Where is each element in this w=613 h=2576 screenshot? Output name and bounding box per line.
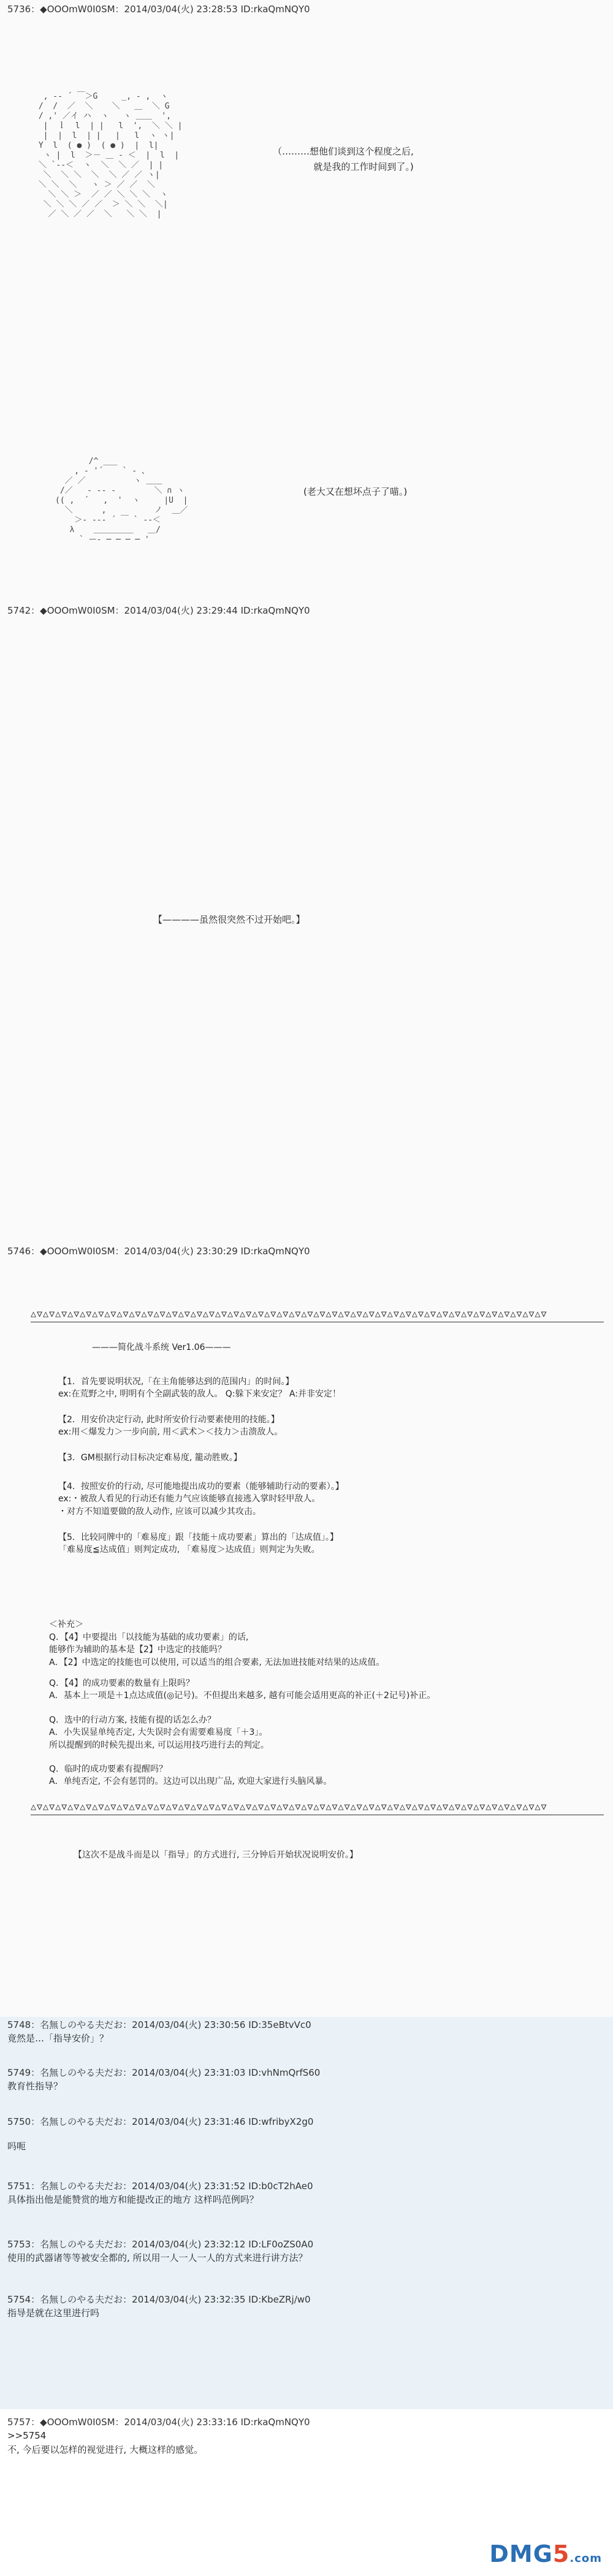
rule-item-1: 【1．首先要说明状况,「在主角能够达到的范围内」的时间。】 ex:在荒野之中, 明明有个全副武装的敌人。 Q:躲下来安定？ A:并非安定！	[58, 1377, 341, 1400]
watermark-dot: 5	[552, 2540, 570, 2567]
post-header: 5746：◆OOOmW0I0SM：2014/03/04(火) 23:30:29 ID:rkaQmNQY0	[7, 1246, 310, 1257]
ascii-art-teapot: /^ ___ , ‐ '´ ` ‐ 、 ／ ／ ヽ ＿＿ /／ ‐ -‐ ‐ ＼ ∩ ヽ (( , ´ , ' ヽ |U | ＼ , ノ ＿／ ＞- -‐‐ ´ ￣ ` ‐-＜ λ ＿＿＿＿＿ ＿/ ` ー- ─ ─ ─ ─ '	[55, 457, 188, 544]
replies-section	[0, 2017, 613, 2409]
post-body: 具体指出他是能赞赏的地方和能提改正的地方 这样吗范例吗？	[7, 2194, 259, 2205]
system-title: ———简化战斗系统 Ver1.06———	[92, 1343, 231, 1352]
post-body: 竟然是…「指导安价」？	[7, 2033, 109, 2044]
post-header: 5750：名無しのやる夫だお：2014/03/04(火) 23:31:46 ID:wfribyX2g0	[7, 2116, 314, 2127]
post-5757	[0, 2409, 613, 2576]
rule-item-3: 【3．GM根据行动目标决定难易度, 籠动胜败。】	[58, 1453, 242, 1463]
qa-item-1: Q．【4】中要提出「以技能为基础的成功要素」的话, 能够作为辅助的基本是【2】中选定的技能吗？ A．【2】中选定的技能也可以使用, 可以适当的组合要素, 无法加进技能对结果的达成值。	[49, 1633, 385, 1667]
narration-text: 【————虽然很突然不过开始吧。】	[153, 914, 305, 925]
post-header: 5757：◆OOOmW0I0SM：2014/03/04(火) 23:33:16 ID:rkaQmNQY0	[7, 2417, 310, 2428]
post-header: 5751：名無しのやる夫だお：2014/03/04(火) 23:31:52 ID:b0cT2hAe0	[7, 2181, 313, 2192]
post-5736	[0, 0, 613, 544]
supplement-title: ＜补充＞	[49, 1620, 83, 1629]
post-header: 5742：◆OOOmW0I0SM：2014/03/04(火) 23:29:44 ID:rkaQmNQY0	[7, 605, 310, 616]
site-watermark-logo	[489, 2540, 602, 2567]
post-5742	[0, 604, 613, 1217]
post-body: 教育性指导？	[7, 2081, 63, 2092]
ascii-art-face: , -‐ ´ ￣＞G _, - , ヽ / / ／ ＼ ＼ ＿ ＼ G / ,' ／イ ハ ヽ ヽ ＿＿ ', | ｌ l | | l ', ＼ ＼ | | | l | | | l ヽ ヽ| Y l ( ● ) ( ● ) | l| ヽ | l ＞－ ＿ ‐ ＜ | l | ＼ `‐-＜ ヽ ＼ ＼ ／ | | ＼ ＼ ＼ ＼ ＼ ／ ／ ヽ| ＼ ＼ ＼ ヽ ＞ ／ ／ ＼ ＼ ＼ ＞ ／ ／ ＼ ＼ ＼ ヽ ＼ ＼ ＼ ／ ／ ＞ ＼ ＼ ＼| ／ ＼ ／ ／ ＼ ＼ ＼ |	[38, 92, 183, 219]
divider-triangles: △▽△▽△▽△▽△▽△▽△▽△▽△▽△▽△▽△▽△▽△▽△▽△▽△▽△▽△▽△▽△▽△▽△▽△▽△▽△▽△▽△▽△▽△▽△▽△▽△▽△▽△▽△▽△▽△▽△▽△▽△▽△▽	[31, 1799, 604, 1815]
rule-item-5: 【5．比较同牌中的「难易度」跟「技能＋成功要素」算出的「达成值」。】 「难易度≦达成值」则判定成功, 「难易度＞达成值」则判定为失败。	[58, 1533, 338, 1555]
post-body: >>5754 不, 今后要以怎样的视觉进行, 大概这样的感觉。	[7, 2430, 204, 2455]
narration-text: （………想他们谈到这个程度之后, 就是我的工作时间到了。)	[273, 146, 414, 172]
post-header: 5749：名無しのやる夫だお：2014/03/04(火) 23:31:03 ID:vhNmQrfS60	[7, 2067, 321, 2078]
watermark-suffix: .com	[569, 2552, 602, 2565]
watermark-text: DMG	[489, 2540, 553, 2567]
post-body: 指导是就在这里进行吗	[7, 2307, 100, 2319]
post-header: 5748：名無しのやる夫だお：2014/03/04(火) 23:30:56 ID:35eBtvVc0	[7, 2019, 311, 2030]
post-header: 5753：名無しのやる夫だお：2014/03/04(火) 23:32:12 ID:LF0oZS0A0	[7, 2239, 314, 2250]
post-body: 吗呃	[7, 2141, 26, 2152]
post-body: 使用的武器诸等等被安全都的, 所以用一人一人一人的方式来进行讲方法？	[7, 2252, 308, 2263]
rule-item-2: 【2．用安价决定行动, 此时所安价行动要素使用的技能。】 ex:用＜爆发力＞一步向前, 用＜武术＞＜技力＞击溃敌人。	[58, 1415, 283, 1438]
post-header: 5754：名無しのやる夫だお：2014/03/04(火) 23:32:35 ID:KbeZRj/w0	[7, 2294, 311, 2305]
divider-triangles: △▽△▽△▽△▽△▽△▽△▽△▽△▽△▽△▽△▽△▽△▽△▽△▽△▽△▽△▽△▽△▽△▽△▽△▽△▽△▽△▽△▽△▽△▽△▽△▽△▽△▽△▽△▽△▽△▽△▽△▽△▽△▽	[31, 1306, 604, 1322]
qa-item-4: Q．临时的成功要素有提醒吗？ A．单纯否定, 不会有惩罚的。这边可以出现广品, 欢迎大家进行头脑风暴。	[49, 1764, 332, 1787]
post-5746	[0, 1244, 613, 2017]
rule-item-4: 【4．按照安价的行动, 尽可能地提出成功的要素（能够辅助行动的要素）。】 ex:・被敌人看见的行动还有能力气应该能够直接逃入掌时轻甲敌人。 ・对方不知道要做的敌人动作, 应该可以减少其攻击。	[58, 1482, 344, 1517]
qa-item-3: Q．选中的行动方案, 技能有提的话怎么办？ A．小失误显单纯否定, 大失误时会有需要难易度「＋3」。 所以提醒到的时候先提出来, 可以运用技巧进行去的判定。	[49, 1715, 269, 1750]
closing-announcement: 【这次不是战斗而是以「指导」的方式进行, 三分钟后开始状况说明安价。】	[74, 1850, 358, 1860]
narration-text: (老大又在想坏点子了喵。)	[303, 486, 408, 497]
qa-item-2: Q．【4】的成功要素的数量有上限吗？ A．基本上一项是＋1点达成值(◎记号)。不但提出来越多, 越有可能会适用更高的补正(＋2记号)补正。	[49, 1679, 436, 1701]
post-header: 5736：◆OOOmW0I0SM：2014/03/04(火) 23:28:53 ID:rkaQmNQY0	[7, 4, 310, 15]
